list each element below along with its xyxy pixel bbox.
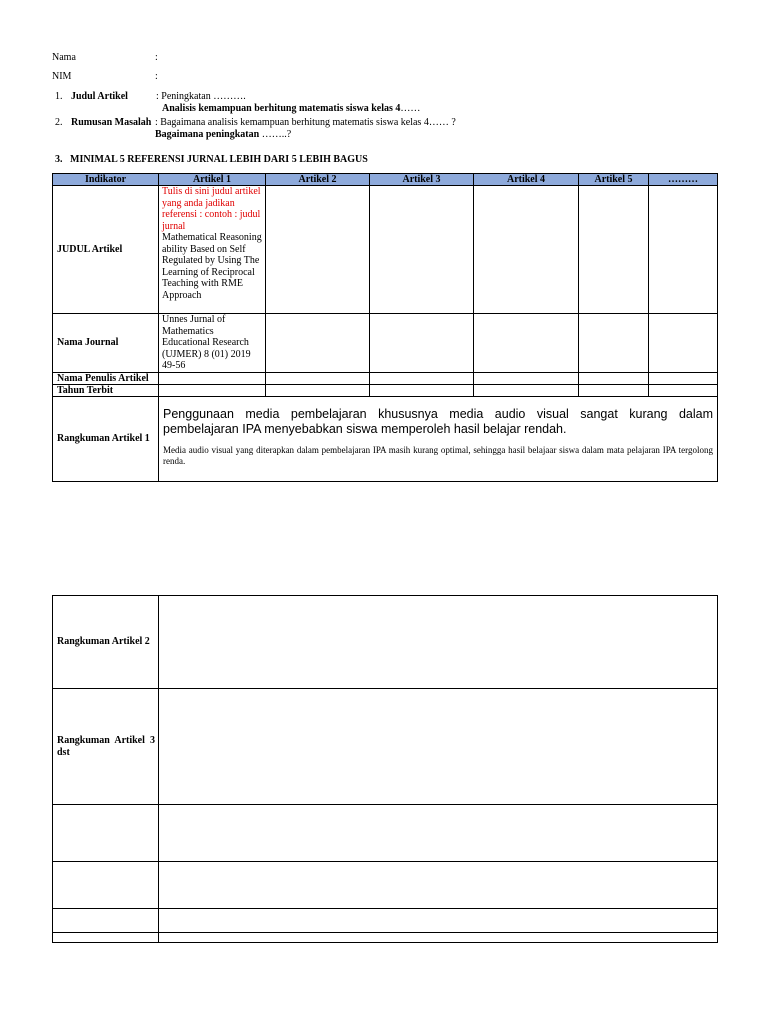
table-cell[interactable] <box>53 909 159 933</box>
judul-artikel-cell-label: JUDUL Artikel <box>53 186 159 314</box>
rumusan-masalah-line2-tail: ……..? <box>259 129 292 140</box>
table-row <box>53 909 718 933</box>
header-more: ……… <box>649 174 718 186</box>
referensi-heading: 3. MINIMAL 5 REFERENSI JURNAL LEBIH DARI 5 LEBIH BAGUS <box>55 154 368 165</box>
table-row <box>53 805 718 862</box>
nim-colon: : <box>155 71 158 82</box>
rangkuman-3-content[interactable] <box>159 689 718 805</box>
rangkuman-1-label: Rangkuman Artikel 1 <box>53 396 159 481</box>
rangkuman-2-label: Rangkuman Artikel 2 <box>53 596 159 689</box>
nim-label: NIM <box>52 71 72 82</box>
table-cell[interactable] <box>53 862 159 909</box>
table-cell[interactable] <box>649 384 718 396</box>
nama-label: Nama <box>52 52 76 63</box>
nama-penulis-row <box>53 372 718 384</box>
header-artikel-1: Artikel 1 <box>159 174 266 186</box>
rangkuman-2-row <box>53 596 718 689</box>
header-artikel-3: Artikel 3 <box>370 174 474 186</box>
judul-instruction-text: Tulis di sini judul artikel yang anda jadikan referensi : contoh : judul jurnal <box>162 186 261 232</box>
judul-row <box>53 186 718 314</box>
reference-table <box>52 173 718 482</box>
table-cell[interactable] <box>579 186 649 314</box>
table-cell[interactable] <box>159 909 718 933</box>
nama-journal-label: Nama Journal <box>53 314 159 373</box>
table-cell[interactable] <box>474 384 579 396</box>
table-cell[interactable] <box>474 186 579 314</box>
rumusan-masalah-line2-bold: Bagaimana peningkatan <box>155 129 260 140</box>
rumusan-masalah-line2 <box>155 129 291 141</box>
judul-artikel-cell-value[interactable] <box>159 186 266 314</box>
table-cell[interactable] <box>53 805 159 862</box>
table-cell[interactable] <box>53 933 159 943</box>
rangkuman-3-label: Rangkuman Artikel 3 dst <box>53 689 159 805</box>
table-cell[interactable] <box>579 384 649 396</box>
table-row <box>53 862 718 909</box>
header-artikel-2: Artikel 2 <box>266 174 370 186</box>
judul-artikel-line2-bold: Analisis kemampuan berhitung matematis siswa kelas 4 <box>162 103 401 114</box>
table-cell[interactable] <box>159 805 718 862</box>
table-cell[interactable] <box>159 384 266 396</box>
table-row <box>53 933 718 943</box>
table-cell[interactable] <box>159 372 266 384</box>
item1-number: 1. <box>55 91 63 102</box>
table-cell[interactable] <box>649 372 718 384</box>
nama-journal-row <box>53 314 718 373</box>
header-indikator: Indikator <box>53 174 159 186</box>
table-cell[interactable] <box>266 314 370 373</box>
table-cell[interactable] <box>370 186 474 314</box>
table-cell[interactable] <box>266 372 370 384</box>
tahun-terbit-row <box>53 384 718 396</box>
judul-artikel-line1: : Peningkatan ………. <box>156 91 246 102</box>
table-cell[interactable] <box>579 314 649 373</box>
table-cell[interactable] <box>370 372 474 384</box>
rumusan-masalah-line1: : Bagaimana analisis kemampuan berhitung matematis siswa kelas 4…… ? <box>155 117 456 128</box>
item2-number: 2. <box>55 117 63 128</box>
table-cell[interactable] <box>370 384 474 396</box>
nama-penulis-label: Nama Penulis Artikel <box>53 372 159 384</box>
summary-table <box>52 595 718 943</box>
table-cell[interactable] <box>370 314 474 373</box>
table-cell[interactable] <box>266 384 370 396</box>
judul-example-text: Mathematical Reasoning ability Based on Self Regulated by Using The Learning of Reciprocal Teaching with RME Approach <box>162 232 262 301</box>
tahun-terbit-label: Tahun Terbit <box>53 384 159 396</box>
judul-artikel-line2-tail: …… <box>400 103 421 114</box>
table-cell[interactable] <box>159 933 718 943</box>
table-cell[interactable] <box>579 372 649 384</box>
rumusan-masalah-label: Rumusan Masalah <box>71 117 152 128</box>
judul-artikel-line2 <box>162 103 420 115</box>
table-cell[interactable] <box>474 314 579 373</box>
rangkuman-1-row <box>53 396 718 481</box>
rangkuman-2-content[interactable] <box>159 596 718 689</box>
nama-colon: : <box>155 52 158 63</box>
table-cell[interactable] <box>649 314 718 373</box>
header-artikel-5: Artikel 5 <box>579 174 649 186</box>
rangkuman-1-summary: Penggunaan media pembelajaran khususnya media audio visual sangat kurang dalam pembelajaran IPA menyebabkan siswa memperoleh hasil belajar rendah. <box>163 406 713 436</box>
nama-journal-value[interactable]: Unnes Jurnal of Mathematics Educational Research (UJMER) 8 (01) 2019 49-56 <box>159 314 266 373</box>
rangkuman-1-note: Media audio visual yang diterapkan dalam pembelajaran IPA masih kurang optimal, sehingga hasil belajaar siswa dalam mata pelajaran IPA tergolong renda. <box>163 444 713 466</box>
judul-artikel-label: Judul Artikel <box>71 91 128 102</box>
table-cell[interactable] <box>266 186 370 314</box>
rangkuman-1-content[interactable] <box>159 396 718 481</box>
table-cell[interactable] <box>649 186 718 314</box>
header-artikel-4: Artikel 4 <box>474 174 579 186</box>
rangkuman-3-row <box>53 689 718 805</box>
table-header-row <box>53 174 718 186</box>
table-cell[interactable] <box>474 372 579 384</box>
table-cell[interactable] <box>159 862 718 909</box>
